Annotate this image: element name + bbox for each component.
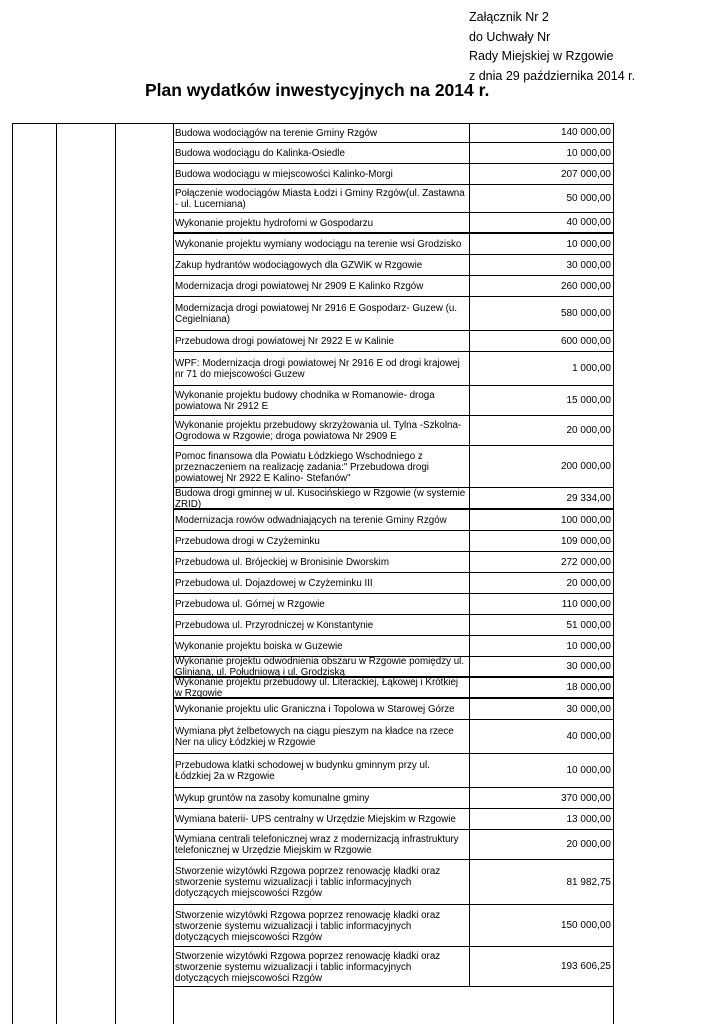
row-description: Modernizacja rowów odwadniających na terenie Gminy Rzgów (175, 515, 447, 526)
row-description: Budowa wodociągu do Kalinka-Osiedle (175, 148, 345, 159)
row-amount: 20 000,00 (469, 573, 614, 593)
row-amount: 110 000,00 (469, 594, 614, 614)
row-description: Modernizacja drogi powiatowej Nr 2916 E Gospodarz- Guzew (u. Cegielniana) (175, 303, 458, 325)
row-amount: 10 000,00 (469, 636, 614, 656)
table-row (173, 213, 614, 234)
note-line: Załącznik Nr 2 (469, 10, 549, 24)
row-amount: 580 000,00 (469, 297, 614, 330)
table-row (173, 905, 614, 947)
row-description: Wykonanie projektu przebudowy skrzyżowania ul. Tylna -Szkolna- Ogrodowa w Rzgowie; droga powiatowa Nr 2909 E (175, 420, 462, 442)
row-description: Stworzenie wizytówki Rzgowa poprzez renowację kładki oraz stworzenie systemu wizualizacji i tablic informacyjnych dotyczących miejscowości Rzgów (175, 909, 441, 943)
table-row (173, 352, 614, 386)
row-description: Budowa wodociągu w miejscowości Kalinko-Morgi (175, 169, 393, 180)
row-description: Wykonanie projektu ulic Graniczna i Topolowa w Starowej Górze (175, 704, 455, 715)
row-description: WPF: Modernizacja drogi powiatowej Nr 2916 E od drogi krajowej nr 71 do miejscowości Guzew (175, 358, 460, 380)
row-amount: 40 000,00 (469, 213, 614, 232)
row-amount: 10 000,00 (469, 234, 614, 254)
table-row (173, 123, 614, 143)
table-row (173, 699, 614, 720)
table-row (173, 636, 614, 657)
row-amount: 109 000,00 (469, 531, 614, 551)
column-divider (115, 123, 116, 1024)
table-row (173, 488, 614, 510)
table-row (173, 754, 614, 788)
row-amount: 29 334,00 (469, 488, 614, 508)
table-row (173, 788, 614, 809)
row-amount: 15 000,00 (469, 386, 614, 415)
row-amount: 13 000,00 (469, 809, 614, 829)
table-row (173, 594, 614, 615)
table-row (173, 386, 614, 416)
row-amount: 370 000,00 (469, 788, 614, 808)
investment-table (12, 123, 614, 1024)
note-line: z dnia 29 października 2014 r. (469, 68, 636, 83)
row-amount: 1 000,00 (469, 352, 614, 385)
row-description: Budowa drogi gminnej w ul. Kusocińskiego w Rzgowie (w systemie ZRID) (175, 487, 466, 510)
row-amount: 200 000,00 (469, 446, 614, 487)
row-amount: 20 000,00 (469, 416, 614, 445)
row-amount: 260 000,00 (469, 276, 614, 296)
column-divider (56, 123, 57, 1024)
row-description: Wymiana centrali telefonicznej wraz z modernizacją infrastruktury telefonicznej w Urzędzie Miejskim w Rzgowie (175, 834, 459, 856)
row-description: Wymiana baterii- UPS centralny w Urzędzie Miejskim w Rzgowie (175, 814, 456, 825)
row-description: Przebudowa ul. Przyrodniczej w Konstantynie (175, 620, 374, 631)
page-title: Plan wydatków inwestycyjnych na 2014 r. (145, 80, 490, 100)
row-description: Wykonanie projektu boiska w Guzewie (175, 641, 343, 652)
table-row (173, 947, 614, 987)
table-row (173, 510, 614, 531)
row-amount: 100 000,00 (469, 510, 614, 530)
table-row (173, 830, 614, 860)
row-description: Przebudowa drogi powiatowej Nr 2922 E w Kalinie (175, 336, 394, 347)
table-row (173, 678, 614, 699)
row-description: Przebudowa ul. Górnej w Rzgowie (175, 599, 325, 610)
row-amount: 272 000,00 (469, 552, 614, 572)
table-row (173, 573, 614, 594)
table-row (173, 143, 614, 164)
row-amount: 140 000,00 (469, 123, 614, 142)
row-description: Budowa wodociągów na terenie Gminy Rzgów (175, 127, 378, 139)
row-description: Przebudowa ul. Dojazdowej w Czyżeminku III (175, 578, 373, 589)
row-amount: 30 000,00 (469, 657, 614, 676)
table-row (173, 276, 614, 297)
row-amount: 193 606,25 (469, 947, 614, 986)
table-row (173, 255, 614, 276)
table-body (173, 123, 614, 987)
table-row (173, 531, 614, 552)
table-row (173, 552, 614, 573)
note-line: do Uchwały Nr (469, 29, 551, 44)
row-description: Wykonanie projektu budowy chodnika w Romanowie- droga powiatowa Nr 2912 E (175, 390, 435, 412)
table-row (173, 185, 614, 213)
row-description: Zakup hydrantów wodociągowych dla GZWiK w Rzgowie (175, 260, 423, 271)
row-description: Wykonanie projektu przebudowy ul. Literackiej, Łąkowej i Krótkiej w Rzgowie (175, 677, 459, 699)
row-amount: 50 000,00 (469, 185, 614, 212)
table-row (173, 416, 614, 446)
row-description: Przebudowa drogi w Czyżeminku (175, 536, 320, 547)
note-line: Rady Miejskiej w Rzgowie (469, 49, 614, 63)
row-amount: 18 000,00 (469, 678, 614, 697)
row-amount: 30 000,00 (469, 255, 614, 275)
table-row (173, 809, 614, 830)
row-description: Wymiana płyt żelbetowych na ciągu pieszym na kładce na rzece Ner na ulicy Łódzkiej w Rzgowie (175, 726, 454, 748)
table-row (173, 615, 614, 636)
table-row (173, 164, 614, 185)
row-amount: 10 000,00 (469, 143, 614, 163)
row-amount: 30 000,00 (469, 699, 614, 719)
table-row (173, 446, 614, 488)
row-description: Przebudowa ul. Brójeckiej w Bronisinie Dworskim (175, 557, 389, 568)
table-row (173, 860, 614, 905)
row-description: Wykup gruntów na zasoby komunalne gminy (175, 793, 370, 804)
row-amount: 600 000,00 (469, 331, 614, 351)
row-description: Pomoc finansowa dla Powiatu Łódzkiego Wschodniego z przeznaczeniem na realizację zadania:" Przebudowa drogi powiatowej Nr 2922 E Kalino- Stefanów" (175, 450, 429, 484)
row-description: Modernizacja drogi powiatowej Nr 2909 E Kalinko Rzgów (175, 281, 424, 292)
row-amount: 81 982,75 (469, 860, 614, 904)
row-description: Wykonanie projektu odwodnienia obszaru w Rzgowie pomiędzy ul. Glinianą, ul. Południową i ul. Grodziską (175, 656, 465, 678)
row-description: Stworzenie wizytówki Rzgowa poprzez renowację kładki oraz stworzenie systemu wizualizacji i tablic informacyjnych dotyczących miejscowości Rzgów (175, 950, 441, 984)
row-amount: 20 000,00 (469, 830, 614, 859)
row-amount: 10 000,00 (469, 754, 614, 787)
row-description: Wykonanie projektu wymiany wodociągu na terenie wsi Grodzisko (175, 239, 462, 250)
table-row (173, 234, 614, 255)
attachment-note (469, 8, 635, 86)
row-description: Stworzenie wizytówki Rzgowa poprzez renowację kładki oraz stworzenie systemu wizualizacji i tablic informacyjnych dotyczących miejscowości Rzgów (175, 866, 441, 899)
table-row (173, 331, 614, 352)
column-divider (12, 123, 13, 1024)
row-amount: 150 000,00 (469, 905, 614, 946)
table-row (173, 297, 614, 331)
row-amount: 51 000,00 (469, 615, 614, 635)
row-amount: 207 000,00 (469, 164, 614, 184)
row-description: Przebudowa klatki schodowej w budynku gminnym przy ul. Łódzkiej 2a w Rzgowie (175, 760, 430, 782)
table-row (173, 657, 614, 678)
row-description: Połączenie wodociągów Miasta Łodzi i Gminy Rzgów(ul. Zastawna - ul. Lucerniana) (175, 188, 465, 210)
table-row (173, 720, 614, 754)
row-description: Wykonanie projektu hydroforni w Gospodarzu (175, 217, 374, 229)
row-amount: 40 000,00 (469, 720, 614, 753)
